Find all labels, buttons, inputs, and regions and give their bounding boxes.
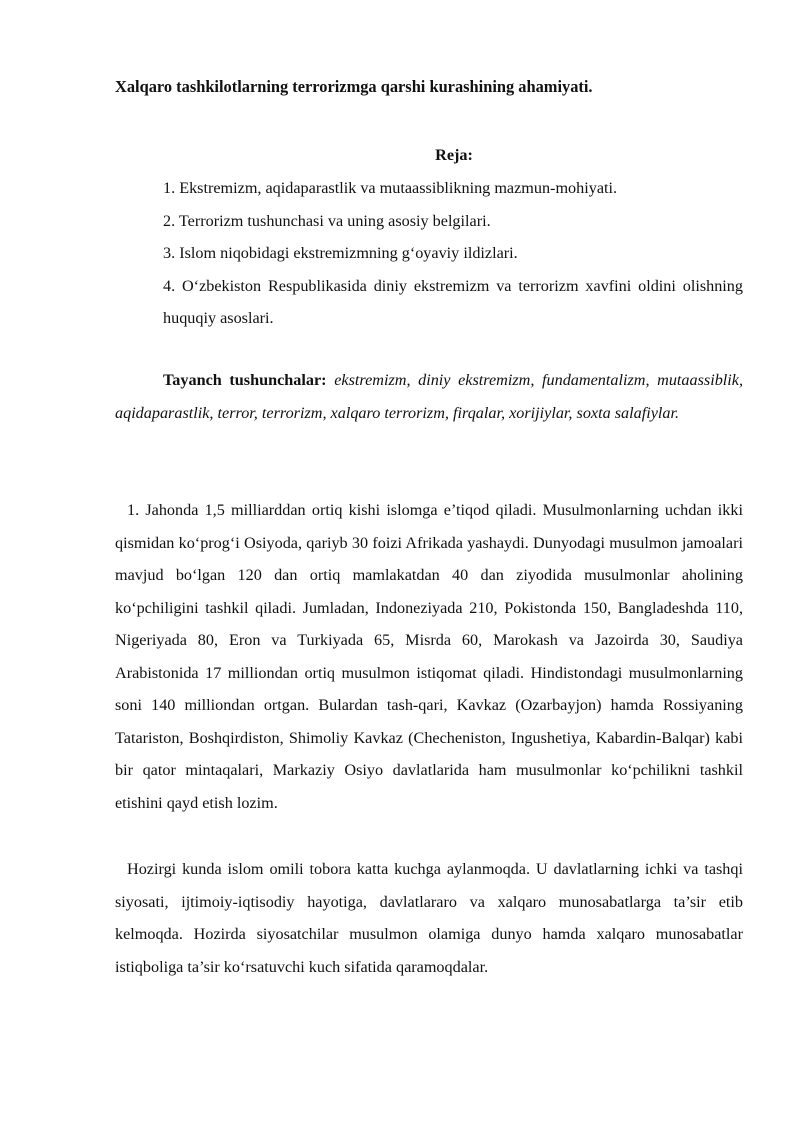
body-paragraph: 1. Jahonda 1,5 milliarddan ortiq kishi islomga e’tiqod qiladi. Musulmonlarning uchdan ikki qismidan ko‘prog‘i Osiyoda, qariyb 30 foizi Afrikada yashaydi. Dunyodagi musulmon jamoalari mavjud bo‘lgan 120 dan ortiq mamlakatdan 40 dan ziyodida musulmonlar aholining ko‘pchiligini tashkil qiladi. Jumladan, Indoneziyada 210, Pokistonda 150, Bangladeshda 110, Nigeriyada 80, Eron va Turkiyada 65, Misrda 60, Marokash va Jazoirda 30, Saudiya Arabistonida 17 milliondan ortiq musulmon istiqomat qiladi. Hindistondagi musulmonlarning soni 140 milliondan ortgan. Bulardan tash-qari, Kavkaz (Ozarbayjon) hamda Rossiyaning Tatariston, Boshqirdiston, Shimoliy Kavkaz (Checheniston, Ingushetiya, Kabardin-Balqar) kabi bir qator mintaqalari, Markaziy Osiyo davlatlarida ham musulmonlar ko‘pchilikni tashkil etishini qayd etish lozim.	[115, 501, 743, 812]
document-title: Xalqaro tashkilotlarning terrorizmga qarshi kurashining ahamiyati.	[115, 77, 593, 96]
key-concepts	[115, 364, 743, 429]
plan-list	[163, 172, 743, 335]
plan-heading: Reja:	[435, 146, 473, 164]
key-concepts-label: Tayanch tushunchalar:	[163, 371, 327, 389]
body-paragraph: Hozirgi kunda islom omili tobora katta kuchga aylanmoqda. U davlatlarning ichki va tashqi siyosati, ijtimoiy-iqtisodiy hayotiga, davlatlararo va xalqaro munosabatlarga ta’sir etib kelmoqda. Hozirda siyosatchilar musulmon olamiga dunyo hamda xalqaro munosabatlar istiqboliga ta’sir ko‘rsatuvchi kuch sifatida qaramoqdalar.	[115, 860, 743, 976]
plan-item: 2. Terrorizm tushunchasi va uning asosiy belgilari.	[163, 211, 491, 230]
plan-item: 1. Ekstremizm, aqidaparastlik va mutaassiblikning mazmun-mohiyati.	[163, 179, 618, 197]
plan-item: 3. Islom niqobidagi ekstremizmning g‘oyaviy ildizlari.	[163, 244, 518, 262]
plan-item: 4. O‘zbekiston Respublikasida diniy ekstremizm va terrorizm xavfini oldini olishning huquqiy asoslari.	[163, 276, 743, 327]
key-concepts-terms: ekstremizm, diniy ekstremizm, fundamentalizm, mutaassiblik, aqidaparastlik, terror, terrorizm, xalqaro terrorizm, firqalar, xorijiylar, soxta salafiylar.	[115, 371, 744, 422]
